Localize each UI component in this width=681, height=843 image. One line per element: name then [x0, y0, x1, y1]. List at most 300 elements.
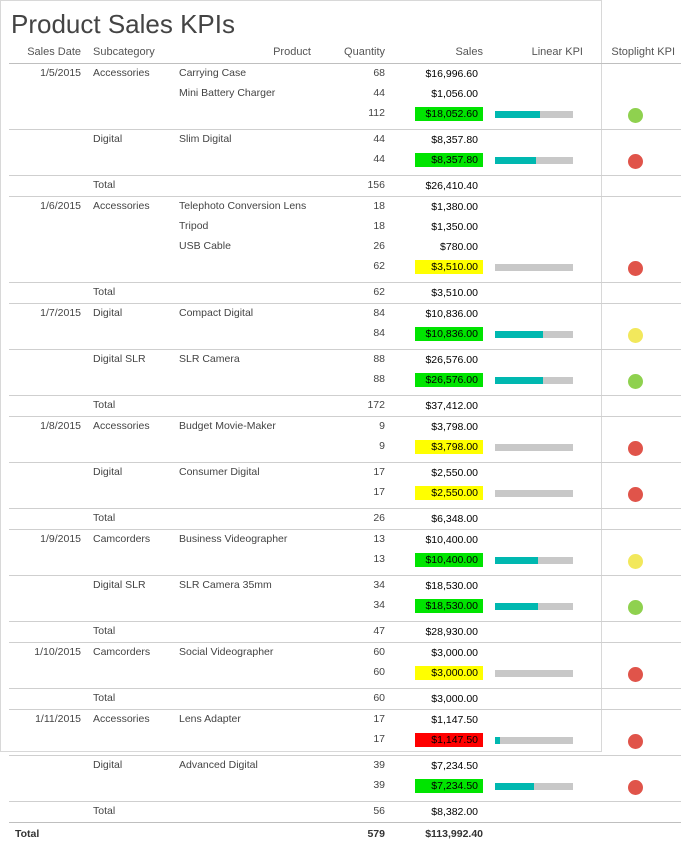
table-row: [9, 622, 681, 643]
cell-stoplight-kpi: [589, 756, 681, 777]
cell-sales: [391, 217, 489, 237]
sales-value-chip: $2,550.00: [415, 466, 483, 480]
table-row: [9, 437, 681, 463]
cell-product: [173, 257, 317, 283]
sales-value-chip: $1,380.00: [415, 200, 483, 214]
table-row: [9, 509, 681, 530]
cell-sales: [391, 84, 489, 104]
cell-product: Carrying Case: [173, 64, 317, 85]
cell-linear-kpi: [489, 217, 589, 237]
cell-subcategory: Total: [87, 396, 173, 417]
cell-product: [173, 509, 317, 530]
cell-quantity: 13: [317, 550, 391, 576]
cell-linear-kpi: [489, 483, 589, 509]
cell-linear-kpi: [489, 370, 589, 396]
cell-quantity: 44: [317, 84, 391, 104]
cell-linear-kpi: [489, 550, 589, 576]
cell-product: [173, 324, 317, 350]
cell-product: [173, 730, 317, 756]
cell-product: Compact Digital: [173, 304, 317, 325]
cell-stoplight-kpi: [589, 710, 681, 731]
stoplight-indicator-yellow: [628, 554, 643, 569]
table-row: [9, 217, 681, 237]
table-row: [9, 710, 681, 731]
sales-value-chip: $28,930.00: [415, 625, 483, 639]
cell-sales: [391, 509, 489, 530]
table-row: [9, 64, 681, 85]
cell-sales-date: [9, 237, 87, 257]
cell-product: Budget Movie-Maker: [173, 417, 317, 438]
cell-subcategory: Accessories: [87, 197, 173, 218]
cell-subcategory: [87, 104, 173, 130]
cell-sales-date: 1/10/2015: [9, 643, 87, 664]
cell-stoplight-kpi: [589, 283, 681, 304]
cell-subcategory: Digital: [87, 130, 173, 151]
cell-subcategory: [87, 776, 173, 802]
sales-value-chip: $3,510.00: [415, 260, 483, 274]
cell-sales-date: [9, 802, 87, 823]
cell-linear-kpi: [489, 84, 589, 104]
cell-stoplight-kpi: [589, 509, 681, 530]
table-row: [9, 396, 681, 417]
stoplight-indicator-green: [628, 108, 643, 123]
table-row: [9, 550, 681, 576]
cell-quantity: 13: [317, 530, 391, 551]
cell-sales: [391, 756, 489, 777]
cell-product: SLR Camera: [173, 350, 317, 371]
cell-sales-date: [9, 217, 87, 237]
table-row: [9, 417, 681, 438]
cell-product: SLR Camera 35mm: [173, 576, 317, 597]
cell-sales-date: [9, 509, 87, 530]
sales-value-chip: $1,056.00: [415, 87, 483, 101]
cell-stoplight-kpi: [589, 350, 681, 371]
table-row: [9, 283, 681, 304]
cell-stoplight-kpi: [589, 802, 681, 823]
col-header-subcategory: Subcategory: [87, 44, 173, 64]
cell-quantity: 39: [317, 756, 391, 777]
cell-subcategory: Accessories: [87, 710, 173, 731]
linear-kpi-bar: [495, 783, 573, 790]
cell-stoplight-kpi: [589, 130, 681, 151]
cell-subcategory: [87, 150, 173, 176]
cell-stoplight-kpi: [589, 84, 681, 104]
sales-value-chip: $3,000.00: [415, 646, 483, 660]
cell-sales: [391, 130, 489, 151]
cell-product: Social Videographer: [173, 643, 317, 664]
table-row: [9, 197, 681, 218]
cell-linear-kpi: [489, 104, 589, 130]
cell-stoplight-kpi: [589, 530, 681, 551]
cell-stoplight-kpi: [589, 437, 681, 463]
cell-quantity: 17: [317, 483, 391, 509]
linear-kpi-bar-fill: [495, 737, 500, 744]
linear-kpi-bar-fill: [495, 157, 536, 164]
cell-stoplight-kpi: [589, 550, 681, 576]
cell-linear-kpi: [489, 283, 589, 304]
stoplight-indicator-green: [628, 374, 643, 389]
col-header-sales-date: Sales Date: [9, 44, 87, 64]
cell-subcategory: Total: [87, 509, 173, 530]
stoplight-indicator-yellow: [628, 328, 643, 343]
sales-value-chip: $10,836.00: [415, 327, 483, 341]
cell-linear-kpi: [489, 596, 589, 622]
col-header-product: Product: [173, 44, 317, 64]
cell-quantity: 84: [317, 304, 391, 325]
cell-product: [173, 370, 317, 396]
cell-stoplight-kpi: [589, 304, 681, 325]
cell-quantity: 88: [317, 350, 391, 371]
cell-stoplight-kpi: [589, 150, 681, 176]
cell-sales: [391, 463, 489, 484]
cell-stoplight-kpi: [589, 257, 681, 283]
cell-stoplight-kpi: [589, 596, 681, 622]
cell-sales-date: 1/5/2015: [9, 64, 87, 85]
grand-total-row: [9, 823, 681, 843]
cell-product: [173, 176, 317, 197]
cell-quantity: 60: [317, 663, 391, 689]
cell-stoplight-kpi: [589, 176, 681, 197]
cell-product: [173, 396, 317, 417]
cell-sales: [391, 257, 489, 283]
cell-sales-date: [9, 84, 87, 104]
cell-sales-date: [9, 776, 87, 802]
cell-stoplight-kpi: [589, 576, 681, 597]
cell-sales-date: [9, 437, 87, 463]
sales-value-chip: $26,576.00: [415, 373, 483, 387]
cell-subcategory: [87, 663, 173, 689]
cell-sales-date: [9, 730, 87, 756]
cell-quantity: 172: [317, 396, 391, 417]
cell-stoplight-kpi: [589, 730, 681, 756]
cell-linear-kpi: [489, 396, 589, 417]
sales-value-chip: $18,052.60: [415, 107, 483, 121]
sales-value-chip: $3,798.00: [415, 420, 483, 434]
cell-subcategory: [87, 237, 173, 257]
cell-linear-kpi: [489, 802, 589, 823]
col-header-linear-kpi: Linear KPI: [489, 44, 589, 64]
cell-sales: [391, 802, 489, 823]
linear-kpi-bar-fill: [495, 331, 543, 338]
linear-kpi-bar-fill: [495, 557, 538, 564]
cell-sales-date: [9, 396, 87, 417]
cell-linear-kpi: [489, 150, 589, 176]
cell-quantity: 39: [317, 776, 391, 802]
cell-linear-kpi: [489, 197, 589, 218]
stoplight-indicator-red: [628, 780, 643, 795]
cell-linear-kpi: [489, 756, 589, 777]
table-row: [9, 576, 681, 597]
cell-quantity: 17: [317, 730, 391, 756]
cell-sales: [391, 643, 489, 664]
sales-value-chip: $18,530.00: [415, 579, 483, 593]
cell-linear-kpi: [489, 176, 589, 197]
linear-kpi-bar-fill: [495, 111, 540, 118]
cell-sales: [391, 324, 489, 350]
cell-sales-date: [9, 350, 87, 371]
cell-stoplight-kpi: [589, 689, 681, 710]
cell-subcategory: Total: [87, 802, 173, 823]
cell-product: Business Videographer: [173, 530, 317, 551]
table-row: [9, 176, 681, 197]
sales-value-chip: $16,996.60: [415, 67, 483, 81]
grand-total-quantity: 579: [317, 823, 391, 843]
cell-quantity: 34: [317, 596, 391, 622]
cell-stoplight-kpi: [589, 643, 681, 664]
table-row: [9, 84, 681, 104]
linear-kpi-bar-fill: [495, 377, 543, 384]
cell-sales: [391, 396, 489, 417]
linear-kpi-bar: [495, 111, 573, 118]
cell-linear-kpi: [489, 257, 589, 283]
cell-subcategory: [87, 437, 173, 463]
linear-kpi-bar: [495, 603, 573, 610]
cell-linear-kpi: [489, 463, 589, 484]
table-row: [9, 483, 681, 509]
cell-product: [173, 776, 317, 802]
table-row: [9, 689, 681, 710]
table-row: [9, 130, 681, 151]
cell-linear-kpi: [489, 324, 589, 350]
cell-subcategory: Camcorders: [87, 643, 173, 664]
cell-sales-date: [9, 689, 87, 710]
grand-total-sales: $113,992.40: [391, 823, 489, 843]
cell-subcategory: [87, 257, 173, 283]
cell-sales-date: [9, 176, 87, 197]
cell-linear-kpi: [489, 730, 589, 756]
sales-value-chip: $1,350.00: [415, 220, 483, 234]
cell-linear-kpi: [489, 710, 589, 731]
cell-product: Slim Digital: [173, 130, 317, 151]
cell-product: [173, 663, 317, 689]
cell-stoplight-kpi: [589, 396, 681, 417]
cell-quantity: 26: [317, 509, 391, 530]
cell-linear-kpi: [489, 689, 589, 710]
col-header-quantity: Quantity: [317, 44, 391, 64]
cell-linear-kpi: [489, 643, 589, 664]
cell-sales-date: [9, 324, 87, 350]
col-header-sales: Sales: [391, 44, 489, 64]
sales-value-chip: $3,798.00: [415, 440, 483, 454]
sales-value-chip: $8,382.00: [415, 805, 483, 819]
cell-linear-kpi: [489, 663, 589, 689]
sales-value-chip: $37,412.00: [415, 399, 483, 413]
sales-value-chip: $10,836.00: [415, 307, 483, 321]
cell-sales-date: [9, 104, 87, 130]
cell-linear-kpi: [489, 622, 589, 643]
cell-sales: [391, 237, 489, 257]
col-header-stoplight-kpi: Stoplight KPI: [589, 44, 681, 64]
cell-sales-date: [9, 370, 87, 396]
cell-sales-date: [9, 756, 87, 777]
cell-subcategory: Total: [87, 176, 173, 197]
cell-subcategory: Accessories: [87, 64, 173, 85]
sales-value-chip: $7,234.50: [415, 779, 483, 793]
cell-quantity: 56: [317, 802, 391, 823]
cell-sales-date: [9, 663, 87, 689]
linear-kpi-bar-fill: [495, 783, 534, 790]
table-row: [9, 324, 681, 350]
cell-stoplight-kpi: [589, 217, 681, 237]
cell-quantity: 60: [317, 643, 391, 664]
cell-sales: [391, 150, 489, 176]
cell-quantity: 112: [317, 104, 391, 130]
page-title: Product Sales KPIs: [1, 1, 601, 44]
cell-sales-date: 1/7/2015: [9, 304, 87, 325]
cell-sales: [391, 596, 489, 622]
cell-quantity: 34: [317, 576, 391, 597]
cell-quantity: 84: [317, 324, 391, 350]
cell-quantity: 156: [317, 176, 391, 197]
sales-value-chip: $3,000.00: [415, 666, 483, 680]
cell-linear-kpi: [489, 64, 589, 85]
table-row: [9, 756, 681, 777]
cell-product: [173, 550, 317, 576]
sales-value-chip: $1,147.50: [415, 733, 483, 747]
cell-product: [173, 622, 317, 643]
cell-sales: [391, 663, 489, 689]
linear-kpi-bar: [495, 557, 573, 564]
sales-value-chip: $3,510.00: [415, 286, 483, 300]
cell-subcategory: [87, 370, 173, 396]
cell-product: Mini Battery Charger: [173, 84, 317, 104]
cell-product: Tripod: [173, 217, 317, 237]
cell-subcategory: Digital: [87, 304, 173, 325]
cell-subcategory: [87, 550, 173, 576]
cell-sales-date: 1/11/2015: [9, 710, 87, 731]
table-row: [9, 237, 681, 257]
cell-sales-date: [9, 576, 87, 597]
table-row: [9, 530, 681, 551]
cell-sales: [391, 104, 489, 130]
stoplight-indicator-red: [628, 154, 643, 169]
cell-sales: [391, 530, 489, 551]
linear-kpi-bar: [495, 331, 573, 338]
cell-subcategory: Digital SLR: [87, 576, 173, 597]
table-row: [9, 370, 681, 396]
cell-linear-kpi: [489, 130, 589, 151]
cell-sales: [391, 689, 489, 710]
cell-product: Telephoto Conversion Lens: [173, 197, 317, 218]
cell-sales-date: [9, 283, 87, 304]
table-row: [9, 663, 681, 689]
sales-value-chip: $18,530.00: [415, 599, 483, 613]
cell-linear-kpi: [489, 304, 589, 325]
cell-sales: [391, 710, 489, 731]
cell-stoplight-kpi: [589, 463, 681, 484]
cell-subcategory: [87, 84, 173, 104]
cell-subcategory: Total: [87, 283, 173, 304]
table-row: [9, 104, 681, 130]
cell-sales: [391, 370, 489, 396]
stoplight-indicator-red: [628, 667, 643, 682]
cell-stoplight-kpi: [589, 663, 681, 689]
linear-kpi-bar-fill: [495, 603, 538, 610]
cell-product: [173, 596, 317, 622]
table-row: [9, 350, 681, 371]
sales-value-chip: $1,147.50: [415, 713, 483, 727]
cell-sales: [391, 350, 489, 371]
cell-stoplight-kpi: [589, 622, 681, 643]
cell-stoplight-kpi: [589, 417, 681, 438]
table-row: [9, 150, 681, 176]
cell-subcategory: Total: [87, 622, 173, 643]
table-row: [9, 304, 681, 325]
sales-value-chip: $6,348.00: [415, 512, 483, 526]
table-row: [9, 730, 681, 756]
cell-sales-date: [9, 550, 87, 576]
cell-sales-date: [9, 130, 87, 151]
linear-kpi-bar: [495, 670, 573, 677]
cell-sales-date: [9, 622, 87, 643]
cell-stoplight-kpi: [589, 197, 681, 218]
cell-sales: [391, 64, 489, 85]
cell-product: USB Cable: [173, 237, 317, 257]
cell-quantity: 18: [317, 217, 391, 237]
cell-sales-date: [9, 596, 87, 622]
cell-subcategory: Accessories: [87, 417, 173, 438]
table-row: [9, 257, 681, 283]
cell-sales-date: [9, 150, 87, 176]
cell-sales: [391, 483, 489, 509]
cell-linear-kpi: [489, 576, 589, 597]
cell-stoplight-kpi: [589, 370, 681, 396]
cell-quantity: 44: [317, 130, 391, 151]
linear-kpi-bar: [495, 490, 573, 497]
cell-sales-date: [9, 483, 87, 509]
cell-linear-kpi: [489, 776, 589, 802]
cell-subcategory: Camcorders: [87, 530, 173, 551]
cell-sales: [391, 197, 489, 218]
cell-stoplight-kpi: [589, 483, 681, 509]
sales-value-chip: $26,410.40: [415, 179, 483, 193]
sales-value-chip: $10,400.00: [415, 553, 483, 567]
linear-kpi-bar: [495, 264, 573, 271]
linear-kpi-bar: [495, 737, 573, 744]
sales-value-chip: $8,357.80: [415, 153, 483, 167]
table-row: [9, 596, 681, 622]
cell-stoplight-kpi: [589, 776, 681, 802]
stoplight-indicator-red: [628, 261, 643, 276]
stoplight-indicator-green: [628, 600, 643, 615]
cell-quantity: 17: [317, 710, 391, 731]
cell-subcategory: [87, 730, 173, 756]
cell-quantity: 44: [317, 150, 391, 176]
sales-value-chip: $2,550.00: [415, 486, 483, 500]
table-body: [9, 64, 681, 823]
cell-subcategory: Digital: [87, 463, 173, 484]
cell-subcategory: [87, 324, 173, 350]
sales-value-chip: $7,234.50: [415, 759, 483, 773]
stoplight-indicator-red: [628, 441, 643, 456]
cell-quantity: 9: [317, 437, 391, 463]
table-header-row: [9, 44, 681, 64]
cell-linear-kpi: [489, 530, 589, 551]
cell-linear-kpi: [489, 437, 589, 463]
cell-subcategory: [87, 217, 173, 237]
cell-product: [173, 802, 317, 823]
linear-kpi-bar: [495, 444, 573, 451]
table-row: [9, 463, 681, 484]
grand-total-label: Total: [9, 823, 87, 843]
cell-linear-kpi: [489, 509, 589, 530]
cell-product: [173, 150, 317, 176]
cell-stoplight-kpi: [589, 64, 681, 85]
cell-stoplight-kpi: [589, 237, 681, 257]
cell-subcategory: [87, 596, 173, 622]
cell-sales: [391, 776, 489, 802]
cell-subcategory: Digital: [87, 756, 173, 777]
